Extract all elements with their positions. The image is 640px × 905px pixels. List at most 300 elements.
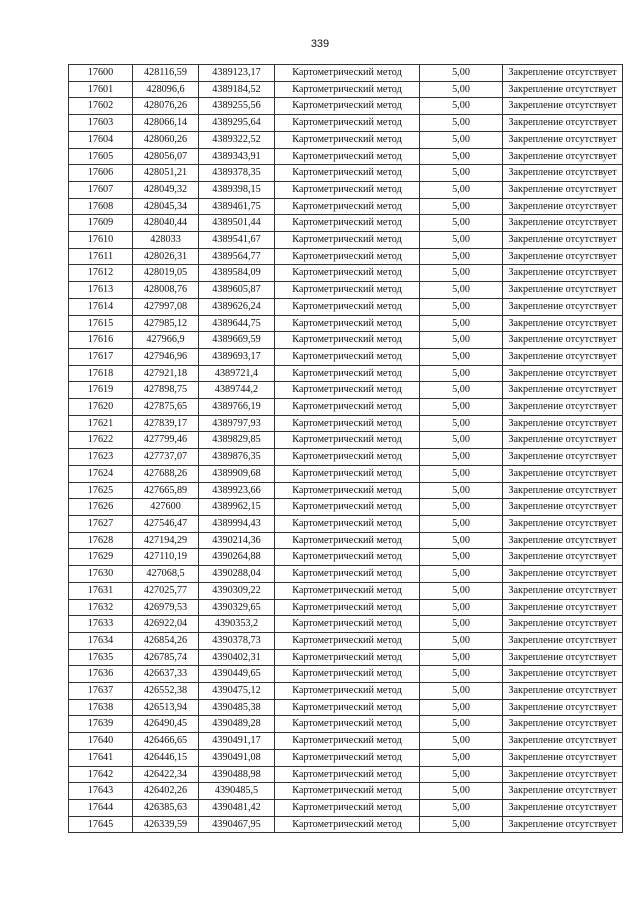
table-row: [69, 549, 623, 566]
point-number-cell: 17635: [69, 649, 133, 666]
y-coordinate-cell: 4390491,17: [199, 733, 275, 750]
table-row: [69, 766, 623, 783]
point-number-cell: 17622: [69, 432, 133, 449]
accuracy-cell: 5,00: [420, 666, 503, 683]
x-coordinate-cell: 426785,74: [133, 649, 199, 666]
accuracy-cell: 5,00: [420, 783, 503, 800]
y-coordinate-cell: 4389322,52: [199, 131, 275, 148]
table-row: [69, 382, 623, 399]
table-row: [69, 733, 623, 750]
y-coordinate-cell: 4389501,44: [199, 215, 275, 232]
accuracy-cell: 5,00: [420, 799, 503, 816]
x-coordinate-cell: 427839,17: [133, 415, 199, 432]
method-cell: Картометрический метод: [275, 315, 420, 332]
method-cell: Картометрический метод: [275, 649, 420, 666]
point-number-cell: 17615: [69, 315, 133, 332]
table-row: [69, 131, 623, 148]
fixing-description-cell: Закрепление отсутствует: [503, 365, 623, 382]
y-coordinate-cell: 4389564,77: [199, 248, 275, 265]
method-cell: Картометрический метод: [275, 115, 420, 132]
method-cell: Картометрический метод: [275, 215, 420, 232]
point-number-cell: 17602: [69, 98, 133, 115]
table-row: [69, 582, 623, 599]
fixing-description-cell: Закрепление отсутствует: [503, 499, 623, 516]
x-coordinate-cell: 427898,75: [133, 382, 199, 399]
accuracy-cell: 5,00: [420, 616, 503, 633]
point-number-cell: 17633: [69, 616, 133, 633]
point-number-cell: 17644: [69, 799, 133, 816]
method-cell: Картометрический метод: [275, 632, 420, 649]
point-number-cell: 17625: [69, 482, 133, 499]
fixing-description-cell: Закрепление отсутствует: [503, 65, 623, 82]
point-number-cell: 17628: [69, 532, 133, 549]
accuracy-cell: 5,00: [420, 465, 503, 482]
point-number-cell: 17607: [69, 181, 133, 198]
point-number-cell: 17600: [69, 65, 133, 82]
x-coordinate-cell: 426922,04: [133, 616, 199, 633]
accuracy-cell: 5,00: [420, 566, 503, 583]
x-coordinate-cell: 427966,9: [133, 332, 199, 349]
fixing-description-cell: Закрепление отсутствует: [503, 298, 623, 315]
x-coordinate-cell: 426466,65: [133, 733, 199, 750]
fixing-description-cell: Закрепление отсутствует: [503, 332, 623, 349]
fixing-description-cell: Закрепление отсутствует: [503, 716, 623, 733]
point-number-cell: 17629: [69, 549, 133, 566]
x-coordinate-cell: 428019,05: [133, 265, 199, 282]
y-coordinate-cell: 4389693,17: [199, 348, 275, 365]
method-cell: Картометрический метод: [275, 348, 420, 365]
table-row: [69, 181, 623, 198]
fixing-description-cell: Закрепление отсутствует: [503, 81, 623, 98]
point-number-cell: 17642: [69, 766, 133, 783]
table-row: [69, 683, 623, 700]
fixing-description-cell: Закрепление отсутствует: [503, 733, 623, 750]
point-number-cell: 17619: [69, 382, 133, 399]
point-number-cell: 17604: [69, 131, 133, 148]
method-cell: Картометрический метод: [275, 81, 420, 98]
point-number-cell: 17643: [69, 783, 133, 800]
accuracy-cell: 5,00: [420, 449, 503, 466]
y-coordinate-cell: 4389255,56: [199, 98, 275, 115]
fixing-description-cell: Закрепление отсутствует: [503, 348, 623, 365]
point-number-cell: 17639: [69, 716, 133, 733]
table-row: [69, 415, 623, 432]
fixing-description-cell: Закрепление отсутствует: [503, 566, 623, 583]
x-coordinate-cell: 426854,26: [133, 632, 199, 649]
fixing-description-cell: Закрепление отсутствует: [503, 181, 623, 198]
coordinates-table: [68, 64, 623, 833]
point-number-cell: 17614: [69, 298, 133, 315]
point-number-cell: 17631: [69, 582, 133, 599]
accuracy-cell: 5,00: [420, 382, 503, 399]
table-row: [69, 399, 623, 416]
point-number-cell: 17638: [69, 699, 133, 716]
x-coordinate-cell: 426979,53: [133, 599, 199, 616]
fixing-description-cell: Закрепление отсутствует: [503, 165, 623, 182]
method-cell: Картометрический метод: [275, 749, 420, 766]
table-row: [69, 115, 623, 132]
method-cell: Картометрический метод: [275, 399, 420, 416]
accuracy-cell: 5,00: [420, 766, 503, 783]
x-coordinate-cell: 427997,08: [133, 298, 199, 315]
point-number-cell: 17640: [69, 733, 133, 750]
point-number-cell: 17637: [69, 683, 133, 700]
point-number-cell: 17645: [69, 816, 133, 833]
y-coordinate-cell: 4390491,08: [199, 749, 275, 766]
point-number-cell: 17626: [69, 499, 133, 516]
x-coordinate-cell: 427921,18: [133, 365, 199, 382]
point-number-cell: 17611: [69, 248, 133, 265]
y-coordinate-cell: 4389644,75: [199, 315, 275, 332]
y-coordinate-cell: 4390488,98: [199, 766, 275, 783]
x-coordinate-cell: 427875,65: [133, 399, 199, 416]
x-coordinate-cell: 428008,76: [133, 282, 199, 299]
x-coordinate-cell: 427110,19: [133, 549, 199, 566]
accuracy-cell: 5,00: [420, 215, 503, 232]
point-number-cell: 17617: [69, 348, 133, 365]
fixing-description-cell: Закрепление отсутствует: [503, 515, 623, 532]
fixing-description-cell: Закрепление отсутствует: [503, 432, 623, 449]
y-coordinate-cell: 4390329,65: [199, 599, 275, 616]
fixing-description-cell: Закрепление отсутствует: [503, 482, 623, 499]
point-number-cell: 17632: [69, 599, 133, 616]
method-cell: Картометрический метод: [275, 549, 420, 566]
method-cell: Картометрический метод: [275, 599, 420, 616]
point-number-cell: 17623: [69, 449, 133, 466]
table-row: [69, 449, 623, 466]
y-coordinate-cell: 4390353,2: [199, 616, 275, 633]
table-row: [69, 482, 623, 499]
table-row: [69, 81, 623, 98]
x-coordinate-cell: 426446,15: [133, 749, 199, 766]
y-coordinate-cell: 4390214,36: [199, 532, 275, 549]
x-coordinate-cell: 427799,46: [133, 432, 199, 449]
table-row: [69, 432, 623, 449]
method-cell: Картометрический метод: [275, 515, 420, 532]
accuracy-cell: 5,00: [420, 549, 503, 566]
x-coordinate-cell: 427546,47: [133, 515, 199, 532]
method-cell: Картометрический метод: [275, 465, 420, 482]
fixing-description-cell: Закрепление отсутствует: [503, 599, 623, 616]
accuracy-cell: 5,00: [420, 632, 503, 649]
x-coordinate-cell: 428045,34: [133, 198, 199, 215]
method-cell: Картометрический метод: [275, 766, 420, 783]
accuracy-cell: 5,00: [420, 282, 503, 299]
accuracy-cell: 5,00: [420, 399, 503, 416]
point-number-cell: 17630: [69, 566, 133, 583]
table-row: [69, 499, 623, 516]
accuracy-cell: 5,00: [420, 699, 503, 716]
fixing-description-cell: Закрепление отсутствует: [503, 816, 623, 833]
method-cell: Картометрический метод: [275, 716, 420, 733]
x-coordinate-cell: 428076,26: [133, 98, 199, 115]
x-coordinate-cell: 426339,59: [133, 816, 199, 833]
accuracy-cell: 5,00: [420, 365, 503, 382]
x-coordinate-cell: 428033: [133, 232, 199, 249]
accuracy-cell: 5,00: [420, 148, 503, 165]
fixing-description-cell: Закрепление отсутствует: [503, 649, 623, 666]
y-coordinate-cell: 4389584,09: [199, 265, 275, 282]
fixing-description-cell: Закрепление отсутствует: [503, 282, 623, 299]
x-coordinate-cell: 426490,45: [133, 716, 199, 733]
x-coordinate-cell: 428056,07: [133, 148, 199, 165]
x-coordinate-cell: 426552,38: [133, 683, 199, 700]
table-row: [69, 465, 623, 482]
y-coordinate-cell: 4389909,68: [199, 465, 275, 482]
accuracy-cell: 5,00: [420, 482, 503, 499]
table-row: [69, 699, 623, 716]
y-coordinate-cell: 4390467,95: [199, 816, 275, 833]
x-coordinate-cell: 427985,12: [133, 315, 199, 332]
fixing-description-cell: Закрепление отсутствует: [503, 98, 623, 115]
y-coordinate-cell: 4389605,87: [199, 282, 275, 299]
x-coordinate-cell: 427068,5: [133, 566, 199, 583]
point-number-cell: 17618: [69, 365, 133, 382]
table-row: [69, 616, 623, 633]
point-number-cell: 17620: [69, 399, 133, 416]
fixing-description-cell: Закрепление отсутствует: [503, 666, 623, 683]
y-coordinate-cell: 4390475,12: [199, 683, 275, 700]
fixing-description-cell: Закрепление отсутствует: [503, 799, 623, 816]
accuracy-cell: 5,00: [420, 81, 503, 98]
table-row: [69, 265, 623, 282]
y-coordinate-cell: 4390481,42: [199, 799, 275, 816]
y-coordinate-cell: 4389398,15: [199, 181, 275, 198]
accuracy-cell: 5,00: [420, 733, 503, 750]
table-row: [69, 816, 623, 833]
y-coordinate-cell: 4390489,28: [199, 716, 275, 733]
y-coordinate-cell: 4389876,35: [199, 449, 275, 466]
accuracy-cell: 5,00: [420, 98, 503, 115]
accuracy-cell: 5,00: [420, 115, 503, 132]
y-coordinate-cell: 4389829,85: [199, 432, 275, 449]
fixing-description-cell: Закрепление отсутствует: [503, 399, 623, 416]
y-coordinate-cell: 4389669,59: [199, 332, 275, 349]
y-coordinate-cell: 4390288,04: [199, 566, 275, 583]
x-coordinate-cell: 426385,63: [133, 799, 199, 816]
table-row: [69, 532, 623, 549]
method-cell: Картометрический метод: [275, 148, 420, 165]
fixing-description-cell: Закрепление отсутствует: [503, 766, 623, 783]
point-number-cell: 17608: [69, 198, 133, 215]
method-cell: Картометрический метод: [275, 415, 420, 432]
y-coordinate-cell: 4389994,43: [199, 515, 275, 532]
y-coordinate-cell: 4389721,4: [199, 365, 275, 382]
point-number-cell: 17603: [69, 115, 133, 132]
fixing-description-cell: Закрепление отсутствует: [503, 616, 623, 633]
fixing-description-cell: Закрепление отсутствует: [503, 632, 623, 649]
accuracy-cell: 5,00: [420, 131, 503, 148]
x-coordinate-cell: 426422,34: [133, 766, 199, 783]
fixing-description-cell: Закрепление отсутствует: [503, 248, 623, 265]
fixing-description-cell: Закрепление отсутствует: [503, 215, 623, 232]
method-cell: Картометрический метод: [275, 432, 420, 449]
x-coordinate-cell: 427688,26: [133, 465, 199, 482]
table-row: [69, 515, 623, 532]
y-coordinate-cell: 4389766,19: [199, 399, 275, 416]
accuracy-cell: 5,00: [420, 716, 503, 733]
point-number-cell: 17641: [69, 749, 133, 766]
table-row: [69, 599, 623, 616]
fixing-description-cell: Закрепление отсутствует: [503, 148, 623, 165]
point-number-cell: 17634: [69, 632, 133, 649]
table-row: [69, 232, 623, 249]
method-cell: Картометрический метод: [275, 799, 420, 816]
accuracy-cell: 5,00: [420, 649, 503, 666]
accuracy-cell: 5,00: [420, 198, 503, 215]
fixing-description-cell: Закрепление отсутствует: [503, 783, 623, 800]
fixing-description-cell: Закрепление отсутствует: [503, 315, 623, 332]
method-cell: Картометрический метод: [275, 616, 420, 633]
fixing-description-cell: Закрепление отсутствует: [503, 232, 623, 249]
table-row: [69, 98, 623, 115]
y-coordinate-cell: 4390378,73: [199, 632, 275, 649]
fixing-description-cell: Закрепление отсутствует: [503, 465, 623, 482]
accuracy-cell: 5,00: [420, 348, 503, 365]
table-row: [69, 148, 623, 165]
method-cell: Картометрический метод: [275, 482, 420, 499]
fixing-description-cell: Закрепление отсутствует: [503, 582, 623, 599]
accuracy-cell: 5,00: [420, 248, 503, 265]
point-number-cell: 17613: [69, 282, 133, 299]
x-coordinate-cell: 427194,29: [133, 532, 199, 549]
table-row: [69, 666, 623, 683]
method-cell: Картометрический метод: [275, 131, 420, 148]
point-number-cell: 17601: [69, 81, 133, 98]
table-row: [69, 365, 623, 382]
point-number-cell: 17609: [69, 215, 133, 232]
x-coordinate-cell: 427946,96: [133, 348, 199, 365]
method-cell: Картометрический метод: [275, 265, 420, 282]
accuracy-cell: 5,00: [420, 532, 503, 549]
accuracy-cell: 5,00: [420, 165, 503, 182]
accuracy-cell: 5,00: [420, 181, 503, 198]
accuracy-cell: 5,00: [420, 332, 503, 349]
table-row: [69, 198, 623, 215]
fixing-description-cell: Закрепление отсутствует: [503, 382, 623, 399]
page-number: 339: [310, 38, 330, 50]
fixing-description-cell: Закрепление отсутствует: [503, 749, 623, 766]
table-row: [69, 716, 623, 733]
table-row: [69, 248, 623, 265]
x-coordinate-cell: 427665,89: [133, 482, 199, 499]
y-coordinate-cell: 4390264,88: [199, 549, 275, 566]
method-cell: Картометрический метод: [275, 783, 420, 800]
fixing-description-cell: Закрепление отсутствует: [503, 131, 623, 148]
x-coordinate-cell: 428026,31: [133, 248, 199, 265]
method-cell: Картометрический метод: [275, 532, 420, 549]
x-coordinate-cell: 428040,44: [133, 215, 199, 232]
y-coordinate-cell: 4389461,75: [199, 198, 275, 215]
x-coordinate-cell: 428116,59: [133, 65, 199, 82]
fixing-description-cell: Закрепление отсутствует: [503, 449, 623, 466]
fixing-description-cell: Закрепление отсутствует: [503, 198, 623, 215]
table-row: [69, 282, 623, 299]
table-row: [69, 749, 623, 766]
point-number-cell: 17610: [69, 232, 133, 249]
y-coordinate-cell: 4390485,5: [199, 783, 275, 800]
point-number-cell: 17606: [69, 165, 133, 182]
method-cell: Картометрический метод: [275, 332, 420, 349]
y-coordinate-cell: 4389626,24: [199, 298, 275, 315]
table-row: [69, 165, 623, 182]
method-cell: Картометрический метод: [275, 65, 420, 82]
accuracy-cell: 5,00: [420, 816, 503, 833]
accuracy-cell: 5,00: [420, 683, 503, 700]
method-cell: Картометрический метод: [275, 733, 420, 750]
table-row: [69, 783, 623, 800]
x-coordinate-cell: 428060,26: [133, 131, 199, 148]
method-cell: Картометрический метод: [275, 449, 420, 466]
accuracy-cell: 5,00: [420, 65, 503, 82]
table-row: [69, 348, 623, 365]
y-coordinate-cell: 4389797,93: [199, 415, 275, 432]
point-number-cell: 17636: [69, 666, 133, 683]
y-coordinate-cell: 4389962,15: [199, 499, 275, 516]
method-cell: Картометрический метод: [275, 248, 420, 265]
x-coordinate-cell: 427600: [133, 499, 199, 516]
accuracy-cell: 5,00: [420, 298, 503, 315]
point-number-cell: 17627: [69, 515, 133, 532]
accuracy-cell: 5,00: [420, 315, 503, 332]
x-coordinate-cell: 428096,6: [133, 81, 199, 98]
table-row: [69, 315, 623, 332]
accuracy-cell: 5,00: [420, 515, 503, 532]
method-cell: Картометрический метод: [275, 683, 420, 700]
method-cell: Картометрический метод: [275, 566, 420, 583]
method-cell: Картометрический метод: [275, 582, 420, 599]
y-coordinate-cell: 4389123,17: [199, 65, 275, 82]
point-number-cell: 17605: [69, 148, 133, 165]
y-coordinate-cell: 4389184,52: [199, 81, 275, 98]
point-number-cell: 17616: [69, 332, 133, 349]
table-row: [69, 298, 623, 315]
method-cell: Картометрический метод: [275, 666, 420, 683]
method-cell: Картометрический метод: [275, 181, 420, 198]
fixing-description-cell: Закрепление отсутствует: [503, 549, 623, 566]
point-number-cell: 17621: [69, 415, 133, 432]
x-coordinate-cell: 426402,26: [133, 783, 199, 800]
accuracy-cell: 5,00: [420, 232, 503, 249]
accuracy-cell: 5,00: [420, 749, 503, 766]
y-coordinate-cell: 4390485,38: [199, 699, 275, 716]
coordinates-table-body: [69, 65, 623, 833]
x-coordinate-cell: 427025,77: [133, 582, 199, 599]
y-coordinate-cell: 4389744,2: [199, 382, 275, 399]
table-row: [69, 799, 623, 816]
method-cell: Картометрический метод: [275, 165, 420, 182]
y-coordinate-cell: 4389923,66: [199, 482, 275, 499]
x-coordinate-cell: 428066,14: [133, 115, 199, 132]
method-cell: Картометрический метод: [275, 816, 420, 833]
y-coordinate-cell: 4390309,22: [199, 582, 275, 599]
x-coordinate-cell: 428049,32: [133, 181, 199, 198]
method-cell: Картометрический метод: [275, 198, 420, 215]
x-coordinate-cell: 426637,33: [133, 666, 199, 683]
method-cell: Картометрический метод: [275, 699, 420, 716]
table-row: [69, 632, 623, 649]
accuracy-cell: 5,00: [420, 599, 503, 616]
method-cell: Картометрический метод: [275, 365, 420, 382]
y-coordinate-cell: 4389343,91: [199, 148, 275, 165]
table-row: [69, 566, 623, 583]
point-number-cell: 17612: [69, 265, 133, 282]
method-cell: Картометрический метод: [275, 298, 420, 315]
fixing-description-cell: Закрепление отсутствует: [503, 699, 623, 716]
accuracy-cell: 5,00: [420, 415, 503, 432]
y-coordinate-cell: 4389295,64: [199, 115, 275, 132]
x-coordinate-cell: 427737,07: [133, 449, 199, 466]
